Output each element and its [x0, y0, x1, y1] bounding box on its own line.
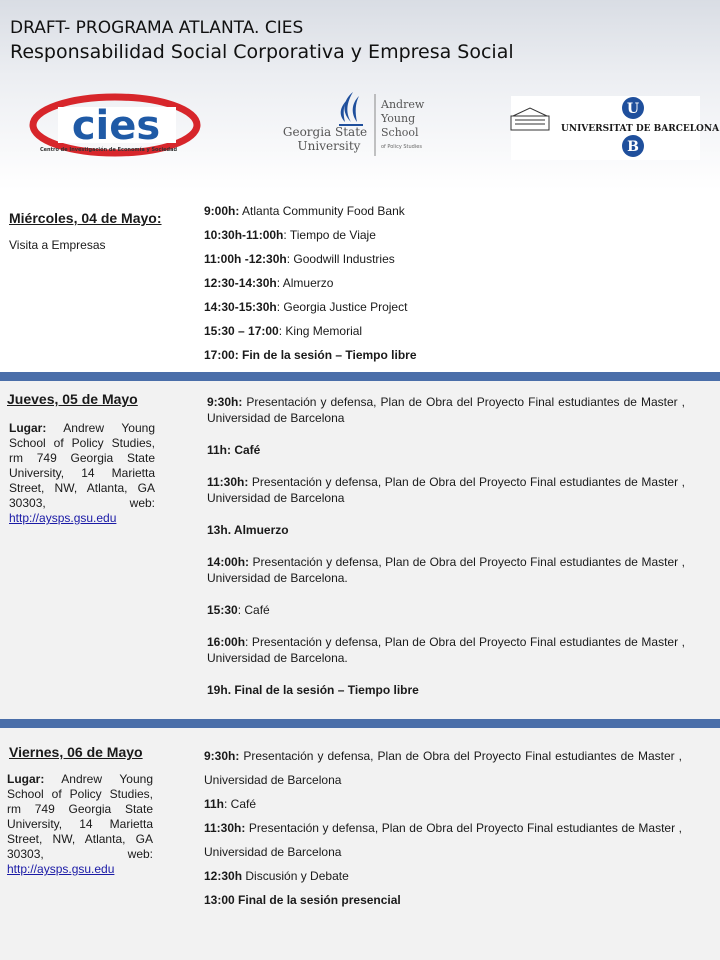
schedule-text: Fin de la sesión – Tiempo libre [238, 348, 417, 362]
schedule-text: : Tiempo de Viaje [283, 228, 376, 242]
schedule-text: Presentación y defensa, Plan de Obra del Proyecto Final estudiantes de Master , Universidad de Barcelona [204, 749, 682, 787]
svg-text:B: B [627, 139, 639, 155]
page-subtitle: Responsabilidad Social Corporativa y Empresa Social [10, 41, 514, 63]
schedule-text: Presentación y defensa, Plan de Obra del Proyecto Final estudiantes de Master , Universidad de Barcelona [204, 821, 682, 859]
location-link[interactable]: http://aysps.gsu.edu [9, 511, 117, 525]
schedule-text: : Almuerzo [276, 276, 334, 290]
schedule-time: 11h [207, 443, 228, 457]
section-divider [0, 372, 720, 381]
day-subtitle-wednesday: Visita a Empresas [9, 238, 106, 252]
ays-word1: Andrew [381, 98, 425, 111]
schedule-time: 9:00h: [204, 204, 240, 218]
schedule-item [204, 792, 682, 816]
schedule-wednesday [204, 202, 704, 370]
schedule-time: 13:00 [204, 893, 235, 907]
schedule-item [204, 202, 704, 226]
location-friday [7, 772, 153, 877]
schedule-time: 13h [207, 523, 228, 537]
cies-logo [28, 95, 203, 160]
schedule-time: 11:30h: [204, 821, 246, 835]
schedule-time: 15:30 – 17:00 [204, 324, 279, 338]
day-section-thursday [0, 381, 720, 719]
location-label: Lugar: [9, 421, 47, 435]
schedule-time: 12:30h [204, 869, 243, 883]
schedule-item [207, 682, 685, 698]
schedule-time: 19h [207, 683, 228, 697]
schedule-item [207, 394, 685, 426]
schedule-text: . Almuerzo [227, 523, 289, 537]
schedule-item [204, 298, 704, 322]
day-section-friday [0, 728, 720, 960]
ays-word2: Young [381, 112, 416, 125]
ub-logo-text: UNIVERSITAT DE BARCELONA [561, 124, 720, 134]
schedule-text: : Goodwill Industries [286, 252, 395, 266]
schedule-item [204, 888, 682, 912]
schedule-time: 14:30-15:30h [204, 300, 277, 314]
schedule-text: : Café [227, 443, 261, 457]
location-label: Lugar: [7, 772, 45, 786]
schedule-item [207, 602, 685, 618]
schedule-time: 9:30h: [207, 395, 243, 409]
universitat-barcelona-logo [511, 96, 720, 160]
schedule-time: 16:00h [207, 635, 246, 649]
schedule-item [207, 474, 685, 506]
schedule-time: 11:30h: [207, 475, 249, 489]
schedule-time: 17:00: [204, 348, 239, 362]
location-link[interactable]: http://aysps.gsu.edu [7, 862, 115, 876]
schedule-item [204, 322, 704, 346]
location-thursday [9, 421, 155, 526]
schedule-item [204, 816, 682, 864]
schedule-time: 14:00h: [207, 555, 250, 569]
schedule-text: Discusión y Debate [242, 869, 349, 883]
schedule-item [204, 744, 682, 792]
cies-logo-subtitle: Centro de Investigación de Economía y Sociedad [40, 147, 178, 153]
schedule-text: : King Memorial [278, 324, 363, 338]
cies-logo-text: cies [71, 103, 161, 149]
svg-text:U: U [626, 101, 640, 117]
schedule-item [204, 864, 682, 888]
schedule-time: 12:30-14:30h [204, 276, 277, 290]
schedule-time: 10:30h-11:00h [204, 228, 284, 242]
schedule-item [207, 634, 685, 666]
schedule-friday [204, 744, 682, 912]
gsu-line2: University [297, 139, 361, 153]
day-title-friday: Viernes, 06 de Mayo [9, 744, 143, 760]
schedule-item [204, 346, 704, 370]
schedule-item [204, 250, 704, 274]
schedule-item [207, 554, 685, 586]
header [0, 0, 720, 190]
schedule-text: . Final de la sesión – Tiempo libre [227, 683, 419, 697]
schedule-time: 15:30 [207, 603, 238, 617]
schedule-item [207, 442, 685, 458]
gsu-line1: Georgia State [282, 125, 368, 139]
schedule-time: 11h [204, 797, 225, 811]
ays-sub: of Policy Studies [381, 144, 422, 150]
schedule-item [204, 226, 704, 250]
schedule-time: 9:30h: [204, 749, 240, 763]
schedule-text: Presentación y defensa, Plan de Obra del Proyecto Final estudiantes de Master , Universidad de Barcelona. [207, 555, 685, 585]
schedule-time: 11:00h -12:30h [204, 252, 287, 266]
page-title: DRAFT- PROGRAMA ATLANTA. CIES [10, 18, 304, 38]
location-text: Andrew Young School of Policy Studies, rm 749 Georgia State University, 14 Marietta Street, NW, Atlanta, GA 30303, web: [7, 772, 153, 861]
ays-word3: School [381, 126, 419, 139]
location-text: Andrew Young School of Policy Studies, rm 749 Georgia State University, 14 Marietta Street, NW, Atlanta, GA 30303, web: [9, 421, 155, 510]
schedule-text: : Café [237, 603, 270, 617]
schedule-item [207, 522, 685, 538]
day-title-wednesday: Miércoles, 04 de Mayo: [9, 210, 162, 226]
day-title-thursday: Jueves, 05 de Mayo [7, 391, 138, 407]
schedule-text: Presentación y defensa, Plan de Obra del Proyecto Final estudiantes de Master , Universidad de Barcelona [207, 395, 685, 425]
section-divider [0, 719, 720, 728]
schedule-text: : Georgia Justice Project [276, 300, 408, 314]
schedule-text: Presentación y defensa, Plan de Obra del Proyecto Final estudiantes de Master , Universidad de Barcelona [207, 475, 685, 505]
schedule-text: : Café [224, 797, 257, 811]
schedule-text: : Presentación y defensa, Plan de Obra del Proyecto Final estudiantes de Master , Universidad de Barcelona. [207, 635, 685, 665]
day-section-wednesday [0, 190, 720, 370]
schedule-text: Final de la sesión presencial [234, 893, 401, 907]
schedule-item [204, 274, 704, 298]
georgia-state-logo [282, 88, 435, 163]
schedule-thursday [207, 394, 685, 714]
schedule-text: Atlanta Community Food Bank [239, 204, 405, 218]
